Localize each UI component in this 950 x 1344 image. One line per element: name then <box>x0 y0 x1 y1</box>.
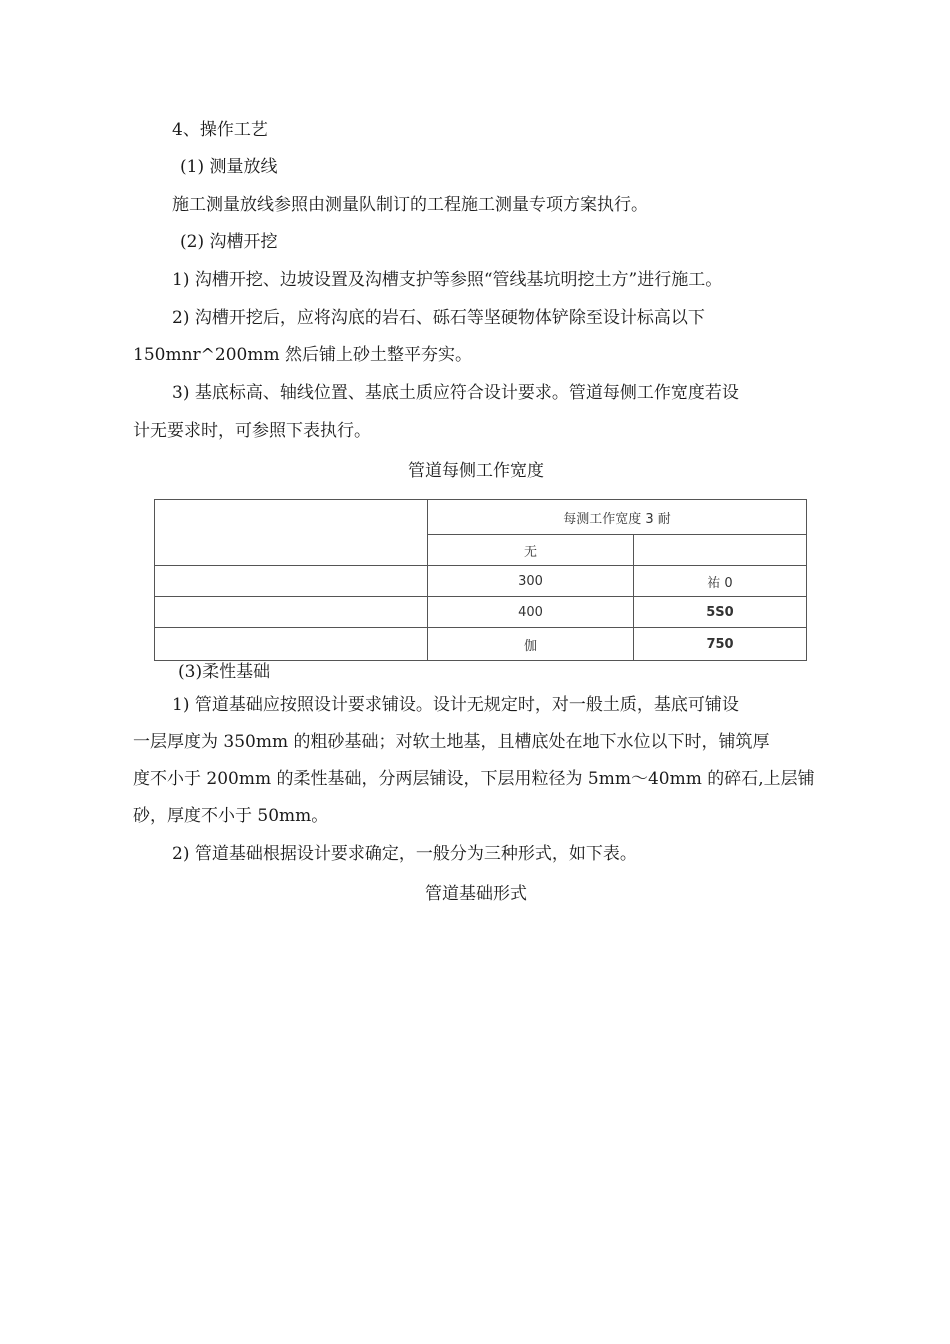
work-width-table <box>154 499 807 661</box>
table-subheader-a: 无 <box>428 535 634 566</box>
subheading-trench: (2) 沟槽开挖 <box>180 232 278 252</box>
paragraph-trench-1: 1) 沟槽开挖、边坡设置及沟槽支护等参照“管线基坑明挖土方”进行施工。 <box>172 270 723 290</box>
paragraph-foundation-1-line3: 度不小于 200mm 的柔性基础，分两层铺设，下层用粒径为 5mm〜40mm 的碎石,上层铺 <box>133 769 815 789</box>
table-row-label <box>155 628 428 661</box>
paragraph-foundation-1-line4: 砂，厚度不小于 50mm。 <box>133 806 329 826</box>
table-caption-width: 管道每侧工作宽度 <box>408 461 544 481</box>
table-row <box>155 597 807 628</box>
paragraph-trench-2-line2: 150mnr^200mm 然后铺上砂土整平夯实。 <box>133 345 472 365</box>
table-cell-b: 750 <box>634 628 807 661</box>
table-row-label <box>155 566 428 597</box>
table-cell-a: 400 <box>428 597 634 628</box>
table-row-label <box>155 597 428 628</box>
subheading-survey: (1) 测量放线 <box>180 157 278 177</box>
table-caption-foundation: 管道基础形式 <box>425 884 527 904</box>
paragraph-trench-3-line2: 计无要求时，可参照下表执行。 <box>133 421 371 441</box>
paragraph-trench-2-line1: 2) 沟槽开挖后，应将沟底的岩石、砾石等坚硬物体铲除至设计标高以下 <box>172 308 705 328</box>
table-cell-b: 祐 0 <box>634 566 807 597</box>
subheading-flexible-foundation: (3)柔性基础 <box>178 662 271 682</box>
section-heading: 4、操作工艺 <box>172 120 268 140</box>
paragraph-trench-3-line1: 3) 基底标高、轴线位置、基底土质应符合设计要求。管道每侧工作宽度若设 <box>172 383 739 403</box>
table-cell-a: 300 <box>428 566 634 597</box>
table-row <box>155 628 807 661</box>
table-cell-b: 5S0 <box>634 597 807 628</box>
paragraph-foundation-1-line1: 1) 管道基础应按照设计要求铺设。设计无规定时，对一般土质，基底可铺设 <box>172 695 739 715</box>
table-subheader-b <box>634 535 807 566</box>
table-header-width: 每测工作宽度 3 耐 <box>428 500 807 535</box>
paragraph-survey: 施工测量放线参照由测量队制订的工程施工测量专项方案执行。 <box>172 195 648 215</box>
table-cell-a: 伽 <box>428 628 634 661</box>
table-row <box>155 566 807 597</box>
paragraph-foundation-2: 2) 管道基础根据设计要求确定，一般分为三种形式，如下表。 <box>172 844 637 864</box>
paragraph-foundation-1-line2: 一层厚度为 350mm 的粗砂基础；对软土地基，且槽底处在地下水位以下时，铺筑厚 <box>133 732 770 752</box>
table-corner-cell <box>155 500 428 566</box>
